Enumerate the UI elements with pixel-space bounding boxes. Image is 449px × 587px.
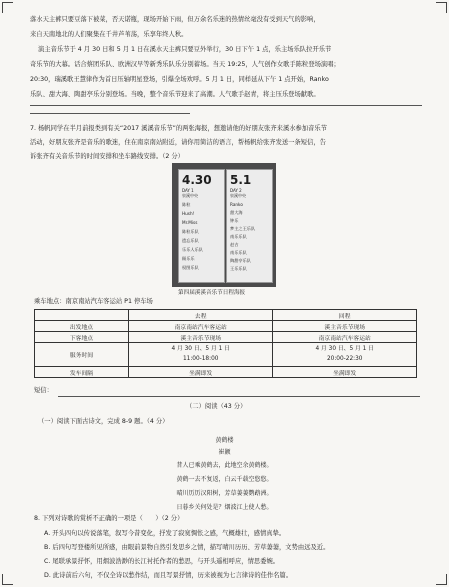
poster-act: 乐乐人乐队 bbox=[182, 247, 203, 252]
cell-back: 溪主音乐节现场 bbox=[273, 321, 417, 332]
option-c: C. 尾联承景抒怀，用烟波浩渺的长江衬托作者的愁思，与开头遥相呼应，情思委婉。 bbox=[44, 558, 280, 565]
cell-back: 4 月 30 日、5 月 1 日 20:00-22:30 bbox=[273, 343, 417, 367]
cell-back: 南京南站汽车客运站 bbox=[273, 332, 417, 343]
photo-caption: 第四届溪溪音乐节日程海报 bbox=[178, 290, 246, 296]
question-8: 8. 下列对诗歌的赏析不正确的一项是（ ）（2 分） bbox=[34, 515, 184, 522]
poster-act: 王乐乐队 bbox=[230, 266, 247, 271]
poster-act: 陶甜亭乐队 bbox=[230, 258, 251, 263]
cell-go: 4 月 30 日、5 月 1 日 11:00-18:00 bbox=[128, 343, 273, 367]
row-label: 下客地点 bbox=[35, 332, 129, 343]
corner-mark-bottom-left bbox=[2, 574, 13, 585]
intro-line: 来自天南地北的人们聚集在千井芦苇荡，乐享年终人秋。 bbox=[30, 31, 188, 38]
cell-go: 溪主音乐节现场 bbox=[128, 332, 273, 343]
table-row bbox=[35, 367, 417, 378]
poster-day: DAY 2 bbox=[230, 188, 242, 193]
poster-act: Mr.Miss bbox=[182, 220, 198, 225]
poster-act: 甜大海 bbox=[230, 210, 243, 215]
intro-line: 乐队、甜大海、陶甜亭乐分别登场。当晚，整个音乐节迎来了高潮。人气歌手赵青，将主压乐登场献歌。 bbox=[30, 91, 320, 98]
poster-date: 5.1 bbox=[230, 173, 252, 187]
poem-line: 日暮乡关何处是？烟波江上使人愁。 bbox=[176, 504, 273, 511]
intro-line: 奇乐节的大幕。话合蔡团乐队、欧洲汉早等新秀乐队乐分别蓄场。当天 19:25，人气创作女歌手陈粒登场演唱； bbox=[30, 61, 340, 68]
intro-line: 落水天主裤只要豆落下被菜，否天诺瓶，现场开始下雨，但万余名乐迷的热情丝毫没有受到天气的影响， bbox=[30, 16, 320, 23]
table-header-back: 回程 bbox=[273, 310, 417, 321]
row-label: 出发地点 bbox=[35, 321, 129, 332]
poster-day: DAY 1 bbox=[182, 188, 194, 193]
poster-act: 南乐乐队 bbox=[230, 250, 247, 255]
poster-act: 顾乐乐 bbox=[182, 256, 195, 261]
poster-act: Ranko bbox=[230, 202, 243, 207]
option-d: D. 此诗前后六句，不仅全诗以愁作结，而且写景抒情，历来被视为七言律诗的佳作名篇。 bbox=[44, 572, 293, 579]
poster-date: 4.30 bbox=[182, 173, 212, 187]
question-7-line: 诉张齐有关音乐节的时间安排和坐车路线安排。（2 分） bbox=[30, 153, 184, 160]
row-label: 服务时间 bbox=[35, 343, 129, 367]
poster-act: Hush! bbox=[182, 211, 195, 216]
poster-act: 遗忘乐队 bbox=[182, 238, 199, 243]
poster-act: 陈粒 bbox=[182, 202, 191, 207]
table-row bbox=[35, 343, 417, 367]
section-title: （二）阅读（43 分） bbox=[186, 403, 247, 410]
poem-title: 黄鹤楼 bbox=[215, 437, 234, 444]
poster-venue: 泉溪中央 bbox=[182, 193, 198, 198]
intro-line: 演主音乐节于 4 月 30 日和 5 月 1 日在溪水天主裤只要豆外举行，30 日下午 1 点，乐主场乐队拉开乐节 bbox=[38, 46, 332, 53]
poster-act: 钟乐 bbox=[230, 218, 239, 223]
option-a: A. 开头四句以传说落笔，叙写今昔变化，抒发了寂寞惆怅之感，气概雄壮，感情真挚。 bbox=[44, 530, 286, 537]
poem-line: 晴川历历汉阳树，芳草萋萋鹦鹉洲。 bbox=[176, 490, 273, 497]
poster-venue: 泉溪中央 bbox=[230, 193, 246, 198]
table-header-empty bbox=[35, 310, 129, 321]
poem-line: 昔人已乘黄鹤去，此地空余黄鹤楼。 bbox=[176, 462, 273, 469]
sms-label: 短信： bbox=[34, 387, 53, 394]
option-b: B. 后四句写登楼所见所感，由眼前景物自然引发思乡之情，描写晴川历历、芳草萋萋，文势由远及近。 bbox=[44, 544, 330, 551]
poster-act: 权图乐队 bbox=[182, 265, 199, 270]
poem-line: 黄鹤一去不复返，白云千载空悠悠。 bbox=[176, 476, 273, 483]
question-7-line: 活动，好朋友张齐是音乐的歌迷，住在南京南站附近，请你用简洁的语言，帮杨帆给张齐发送一条短信，告 bbox=[30, 139, 326, 146]
poster-act: 陈粒乐队 bbox=[182, 229, 199, 234]
subsection-title: （一）阅读下面古诗文，完成 8-9 题。（4 分） bbox=[38, 418, 169, 425]
poem-author: 崔颢 bbox=[218, 449, 231, 456]
divider-line bbox=[30, 105, 422, 106]
shuttle-schedule-table bbox=[34, 309, 417, 378]
poster-act: 梦主之王乐队 bbox=[230, 226, 256, 231]
poster-act: 赵吉 bbox=[230, 242, 239, 247]
table-header-go: 去程 bbox=[128, 310, 273, 321]
corner-mark-bottom-right bbox=[436, 574, 447, 585]
intro-line: 20:30，瑞溪歌王慧律作为首日压轴明星登场，引爆全场欢呼。5 月 1 日，同样延从下午 1 点开始，Ranko bbox=[30, 76, 329, 83]
festival-poster-photo bbox=[172, 163, 276, 287]
table-row bbox=[35, 332, 417, 343]
table-row bbox=[35, 321, 417, 332]
poster-card-day1 bbox=[178, 169, 225, 283]
bus-route-title: 乘车地点：南京南站汽车客运站 P1 停车场 bbox=[34, 298, 153, 305]
corner-mark-top-left bbox=[2, 2, 13, 13]
cell-go: 坐满即发 bbox=[128, 367, 273, 378]
row-label: 发车间隔 bbox=[35, 367, 129, 378]
divider-line bbox=[30, 113, 190, 114]
poster-card-day2 bbox=[226, 169, 273, 283]
answer-line bbox=[58, 396, 420, 397]
question-7-line: 7. 杨帆同学在半月前报类到有关“2017 溪溪音乐节”的两张海报，想邀请他的好朋友张齐来溪水参加音乐节 bbox=[30, 125, 328, 132]
poster-act: 南乐乐队 bbox=[230, 234, 247, 239]
cell-go: 南京南站汽车客运站 bbox=[128, 321, 273, 332]
corner-mark-top-right bbox=[436, 2, 447, 13]
cell-back: 坐满即发 bbox=[273, 367, 417, 378]
